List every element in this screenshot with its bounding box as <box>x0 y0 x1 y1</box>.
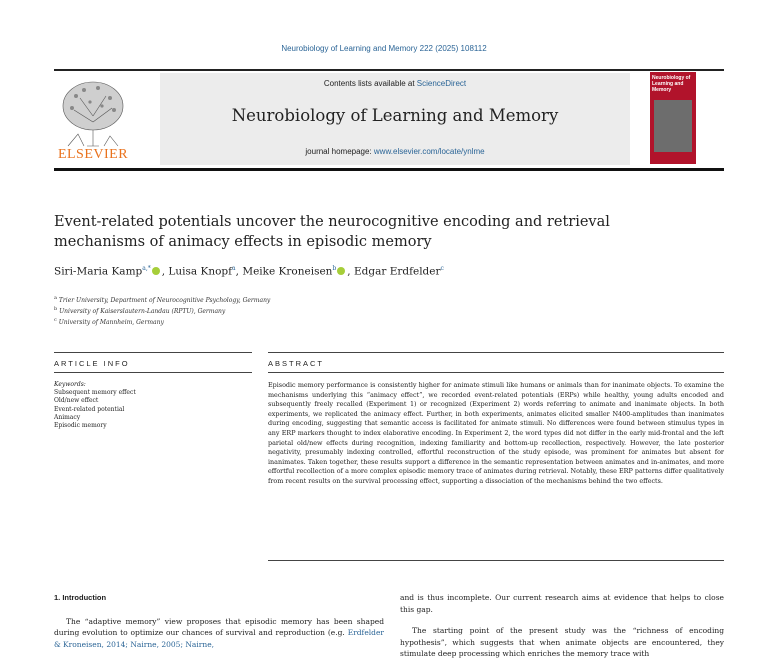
affiliation-list <box>54 294 694 327</box>
author-name[interactable]: Meike Kroneisen <box>242 265 333 278</box>
cover-title: Neurobiology of Learning and Memory <box>652 75 691 93</box>
keyword-item: Old/new effect <box>54 397 99 405</box>
author-name[interactable]: Luisa Knopf <box>168 265 233 278</box>
homepage-line <box>160 147 630 156</box>
article-info-bottom-rule <box>54 372 252 373</box>
affiliation-key: c <box>54 317 57 323</box>
affiliation-text: University of Mannheim, Germany <box>58 319 164 326</box>
affiliation-item <box>54 294 694 305</box>
article-title: Event-related potentials uncover the neurocognitive encoding and retrieval mechanisms of animacy effects in episodic memory <box>54 214 610 250</box>
keyword-item: Animacy <box>54 413 81 421</box>
author-name[interactable]: Siri-Maria Kamp <box>54 265 143 278</box>
journal-header-box <box>160 73 630 165</box>
sciencedirect-link[interactable]: ScienceDirect <box>416 79 467 88</box>
affiliation-text: Trier University, Department of Neurocognitive Psychology, Germany <box>58 297 271 304</box>
journal-cover-thumbnail[interactable] <box>650 72 696 164</box>
abstract-top-rule <box>268 352 724 353</box>
affiliation-item <box>54 316 694 327</box>
article-info-heading: ARTICLE INFO <box>54 359 130 368</box>
body-column-left <box>54 592 384 650</box>
citation-links[interactable]: Erdfelder & Kroneisen, 2014; Nairne, 2005; Nairne, <box>54 628 384 649</box>
abstract-bottom-rule <box>268 372 724 373</box>
author-affiliation-marker[interactable]: a,* <box>142 265 151 272</box>
abstract-text: Episodic memory performance is consistently higher for animate stimuli like humans or animals than for inanimate objects. To examine the mechanisms underlying this “animacy effect”, we recorded event-related potentials (ERPs) while healthy, young adults encoded and subsequently freely recalled (Experiment 1) or recognized (Experiment 2) words referring to animate and inanimate objects. In both experiments, we replicated the animacy effect. Further, in both experiments, animates elicited smaller N400-amplitudes than inanimates during encoding, suggesting that semantic access is facilitated for animate stimuli. No differences were found between stimulus types in any ERP markers thought to index elaborative encoding. In Experiment 2, the word types did not differ in the early mid-frontal and the left parietal old/new effects during recognition, indexing familiarity and bottom-up recollection, respectively. However, the late posterior negativity, presumably indexing controlled, effortful reconstruction of the study episode, was prominent for animates but absent for inanimates. Taken together, these results support a difference in the semantic representation between animates and in-animates, and more effortful recollection of a more complex episodic memory trace of animates during retrieval. Notably, these ERP patterns differ qualitatively from recent results on the survival processing effect, supporting a dissociation of the mechanisms behind the two effects. <box>268 381 724 485</box>
keyword-item: Subsequent memory effect <box>54 389 136 397</box>
affiliation-item <box>54 305 694 316</box>
elsevier-wordmark: ELSEVIER <box>57 147 129 162</box>
masthead-bottom-rule <box>54 168 724 171</box>
orcid-icon[interactable] <box>337 267 345 275</box>
abstract-heading: ABSTRACT <box>268 359 325 368</box>
intro-paragraph-text: The “adaptive memory” view proposes that episodic memory has been shaped during evolution to optimize our chances of survival and reproduction (e.g. <box>54 616 384 637</box>
journal-citation[interactable]: Neurobiology of Learning and Memory 222 (2025) 108112 <box>281 44 487 53</box>
author-affiliation-marker[interactable]: c <box>440 265 444 272</box>
contents-line <box>160 79 630 88</box>
journal-title: Neurobiology of Learning and Memory <box>231 106 559 125</box>
homepage-prefix: journal homepage: <box>305 147 374 156</box>
keyword-item: Event-related potential <box>54 405 125 413</box>
body-column-right <box>400 592 724 660</box>
affiliation-key: b <box>54 306 58 312</box>
continued-paragraph: and is thus incomplete. Our current research aims at evidence that helps to close this gap. <box>400 593 724 614</box>
masthead-top-rule <box>54 69 724 71</box>
orcid-icon[interactable] <box>152 267 160 275</box>
keywords-label: Keywords: <box>54 381 86 388</box>
keyword-item: Episodic memory <box>54 422 107 430</box>
author-name[interactable]: Edgar Erdfelder <box>353 265 441 278</box>
intro-paragraph: The starting point of the present study was the “richness of encoding hypothesis”, which suggests that when animate objects are encountered, they stimulate deep processing which enriches the memory trace with <box>400 626 724 658</box>
author-affiliation-marker[interactable]: b <box>332 265 337 272</box>
affiliation-text: University of Kaiserslautern-Landau (RPTU), Germany <box>59 308 226 315</box>
intro-paragraph <box>54 616 384 651</box>
article-info-top-rule <box>54 352 252 353</box>
affiliation-key: a <box>54 295 57 301</box>
author-list: Siri-Maria Kamp$^{a,*}$ , Luisa Knopf$^a$, Meike Kroneisen$^b$ , Edgar Erdfelder$^c$ <box>54 265 444 278</box>
keywords-block <box>54 381 234 430</box>
abstract-end-rule <box>268 560 724 561</box>
contents-prefix: Contents lists available at <box>323 79 417 88</box>
introduction-heading: 1. Introduction <box>54 593 107 602</box>
journal-homepage-link[interactable]: www.elsevier.com/locate/ynlme <box>373 147 485 156</box>
cover-image <box>654 100 692 152</box>
author-affiliation-marker[interactable]: a <box>232 265 236 272</box>
